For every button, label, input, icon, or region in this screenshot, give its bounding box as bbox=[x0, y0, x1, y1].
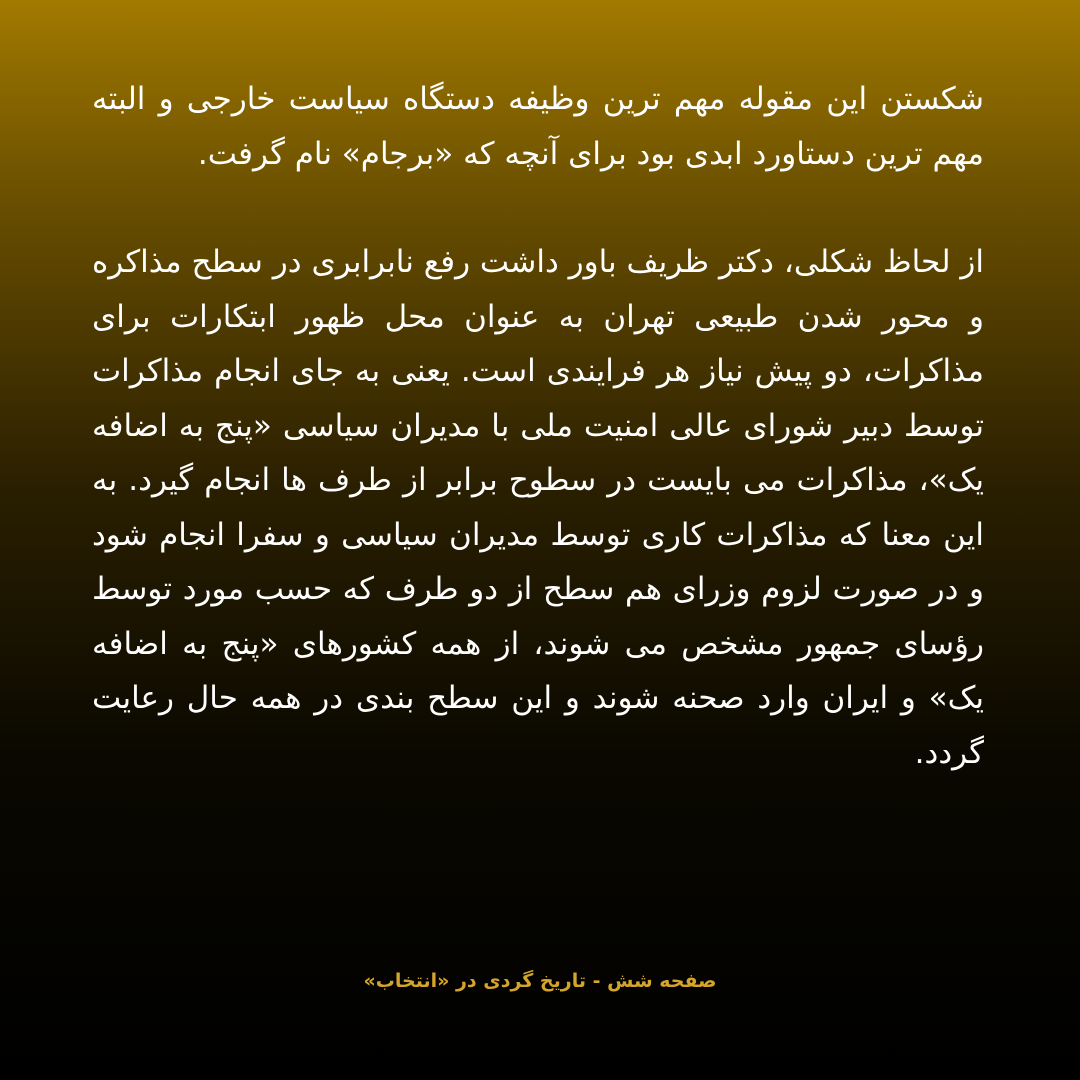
article-text bbox=[92, 72, 984, 780]
paragraph-intro: شکستن این مقوله مهم ترین وظیفه دستگاه سیاست خارجی و البته مهم ترین دستاورد ابدی بود برای آنچه که «برجام» نام گرفت. bbox=[92, 81, 984, 172]
page-footer: صفحه شش - تاریخ گردی در «انتخاب» bbox=[363, 970, 717, 992]
paragraph-body: از لحاظ شکلی، دکتر ظریف باور داشت رفع نابرابری در سطح مذاکره و محور شدن طبیعی تهران به عنوان محل ظهور ابتکارات برای مذاکرات، دو پیش نیاز هر فرایندی است. یعنی به جای انجام مذاکرات توسط دبیر شورای عالی امنیت ملی با مدیران سیاسی «پنج به اضافه یک»، مذاکرات می بایست در سطوح برابر از طرف ها انجام گیرد. به این معنا که مذاکرات کاری توسط مدیران سیاسی و سفرا انجام شود و در صورت لزوم وزرای هم سطح از دو طرف که حسب مورد توسط رؤسای جمهور مشخص می شوند، از همه کشورهای «پنج به اضافه یک» و ایران وارد صحنه شوند و این سطح بندی در همه حال رعایت گردد. bbox=[92, 244, 984, 771]
